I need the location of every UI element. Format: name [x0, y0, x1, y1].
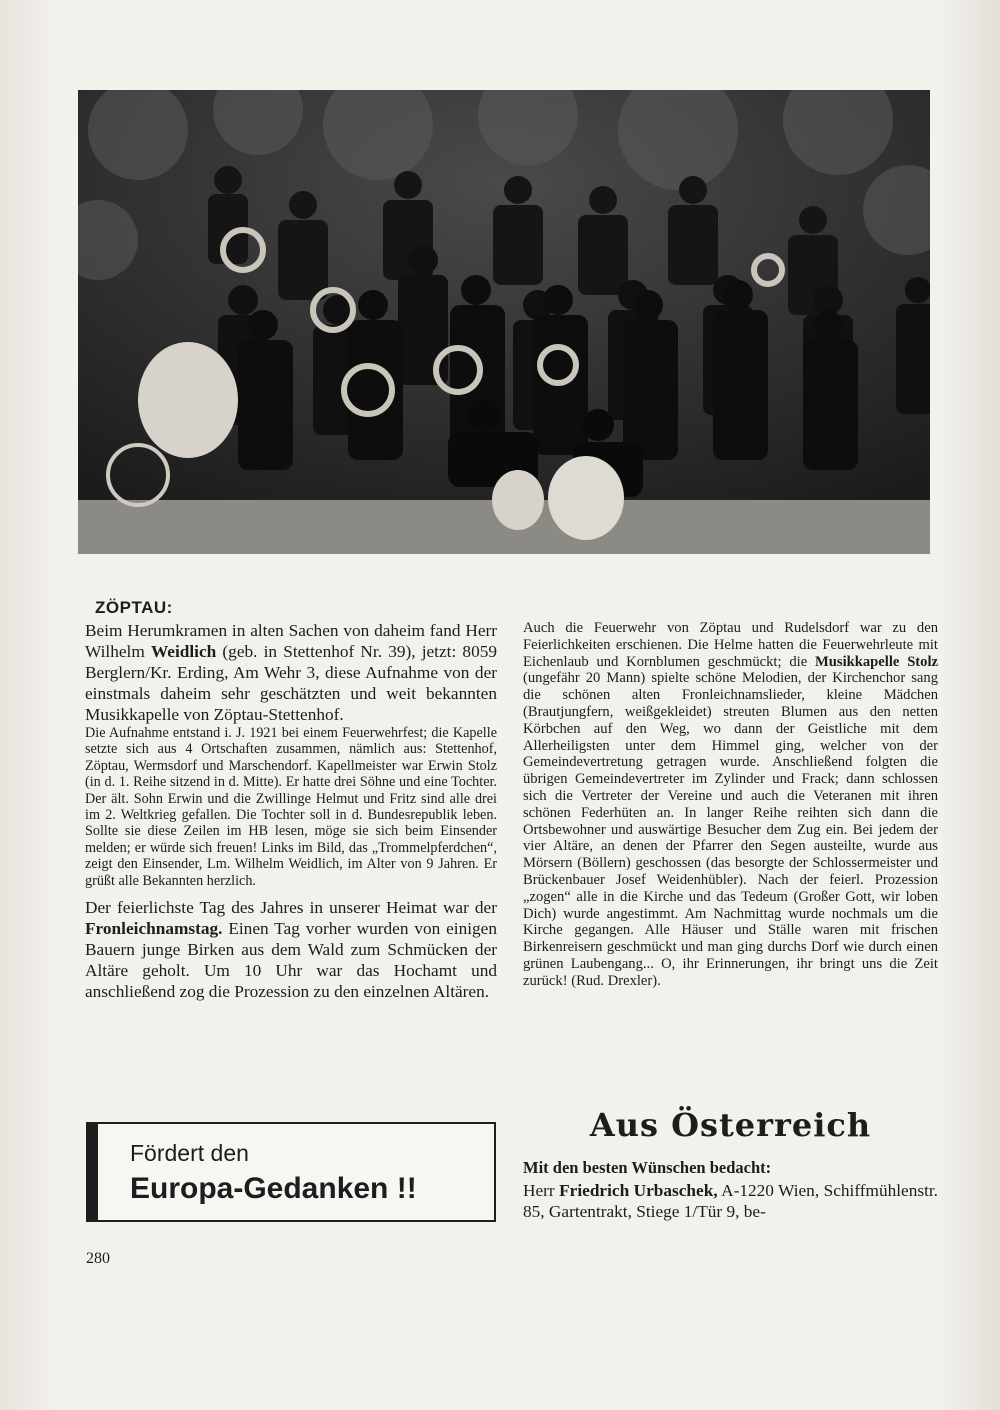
- austria-section-title: Aus Österreich: [589, 1106, 872, 1144]
- band-photo: [78, 90, 930, 554]
- photo-cymbal: [548, 456, 624, 540]
- austria-subtitle: Mit den besten Wünschen bedacht:: [523, 1158, 772, 1177]
- promo-line-1: Fördert den: [130, 1140, 249, 1166]
- article-left-column: [85, 620, 497, 1002]
- photo-caption: Die Aufnahme entstand i. J. 1921 bei einem Feuerwehrfest; die Kapelle setzte sich aus 4 Ortschaften zusammen, nämlich aus: Stettenhof, Zöptau, Wermsdorf und Marschendorf. Kapellmeister war Erwin Stolz (in d. 1. Reihe sitzend in d. Mitte). Er hatte drei Söhne und eine Tochter. Der ält. Sohn Erwin und die Zwillinge Helmut und Fritz sind alle drei im 2. Weltkrieg gefallen. Die Tochter soll in d. Bundesrepublik leben. Sollte sie diese Zeilen im HB lesen, möge sie sich beim Einsender melden; er würde sich freuen! Links im Bild, das „Trommelpferdchen“, zeigt den Einsender, Lm. Wilhelm Weidlich, im Alter von 9 Jahren. Er grüßt alle Bekannten herzlich.: [85, 725, 497, 889]
- austria-entry: Herr Friedrich Urbaschek, A-1220 Wien, Schiffmühlenstr. 85, Gartentrakt, Stiege 1/Tür 9, be-: [523, 1181, 938, 1221]
- photo-snare-drum: [492, 470, 544, 530]
- article-heading: ZÖPTAU:: [95, 598, 173, 617]
- photo-bass-drum: [138, 342, 238, 458]
- article-feast-paragraph: Der feierlichste Tag des Jahres in unserer Heimat war der Fronleichnamstag. Einen Tag vorher wurden von einigen Bauern junge Birken aus dem Wald zum Schmücken der Altäre geholt. Um 10 Uhr war das Hochamt und anschließend zog die Prozession zu den einzelnen Altären.: [85, 898, 497, 1002]
- article-procession-paragraph: Auch die Feuerwehr von Zöptau und Rudelsdorf war zu den Feierlichkeiten erschienen. Die Helme hatten die Feuerwehrleute mit Eichenlaub und Kornblumen geschmückt; die Musikkapelle Stolz (ungefähr 20 Mann) spielte schöne Melodien, der Kirchenchor sang die schönen alten Fronleichnamslieder, kleine Mädchen (Brautjungfern, weißgekleidet) streuten Blumen aus den netten Körbchen auf den Weg, wo dann der Geistliche mit dem Allerheiligsten unter dem Himmel ging, welcher von der Gemeindevertretung getragen wurde. Anschließend folgten die übrigen Gemeindevertreter im Zylinder und Frack; dann schlossen sich die Vertreter der Vereine und auch die Veteranen mit ihren schönen Federhüten an. In langer Reihe reihten sich dann die Ortsbewohner und auswärtige Besucher dem Zug ein. Bei jedem der vier Altäre, an denen der Pfarrer den Segen austeilte, wurde aus Mörsern (Böllern) geschossen (das besorgte der Schlossermeister und Brückenbauer Josef Weidenhübler). Nach der feierl. Prozession „zogen“ alle in die Kirche und das Tedeum (Großer Gott, wir loben Dich) wurde angestimmt. Am Nachmittag wurde nochmals um die Kirche gegangen. Alle Häuser und Ställe waren mit frischen Birkenreisern geschmückt und man ging durchs Dorf wie durch einen grünen Laubengang... O, ihr Erinnerungen, ihr bringt uns die Zeit zurück! (Rud. Drexler).: [523, 620, 938, 989]
- article-intro: Beim Herumkramen in alten Sachen von daheim fand Herr Wilhelm Weidlich (geb. in Stettenhof Nr. 39), jetzt: 8059 Berglern/Kr. Erding, Am Wehr 3, diese Aufnahme von der einstmals daheim sehr geschätzten und weit bekannten Musikkapelle von Zöptau-Stettenhof.: [85, 621, 497, 724]
- article-right-column: [523, 620, 938, 990]
- europa-promo-box: [86, 1122, 496, 1222]
- promo-line-2: Europa-Gedanken !!: [130, 1172, 417, 1205]
- page-number: 280: [86, 1250, 110, 1267]
- band-photo-drawing: [78, 90, 930, 554]
